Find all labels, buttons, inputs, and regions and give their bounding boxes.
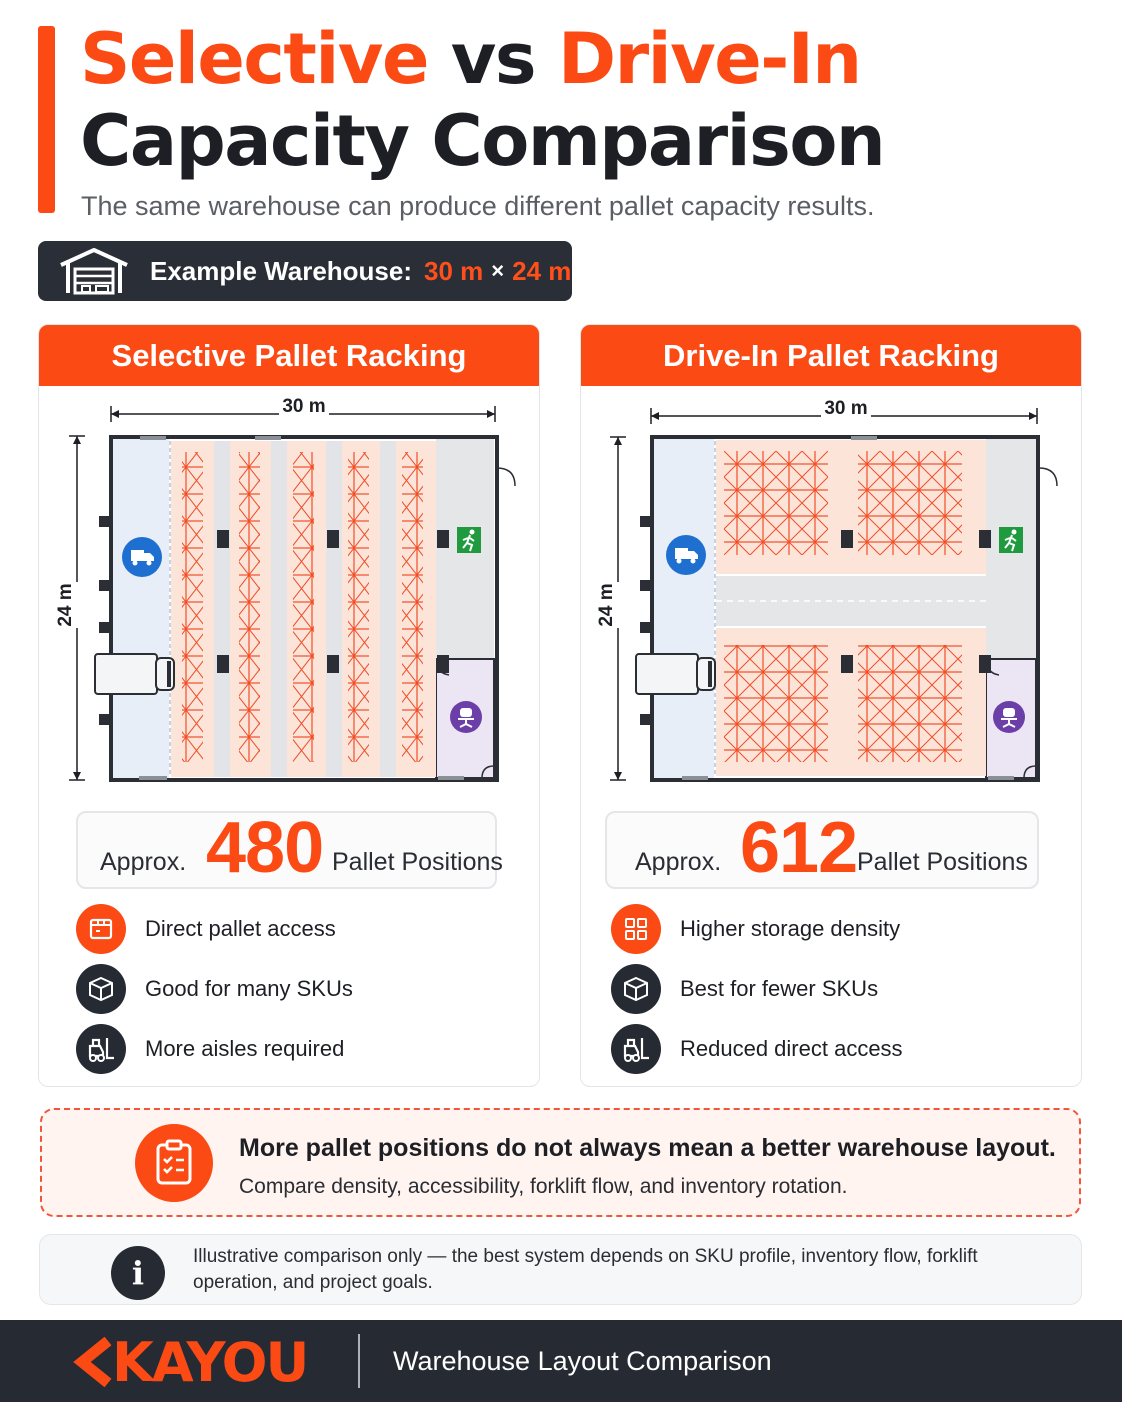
pallet-count-box — [605, 808, 1039, 889]
loading-truck-icon — [666, 535, 706, 575]
footer — [0, 1320, 1122, 1402]
selective-rack-rows — [171, 441, 436, 777]
pallet-count: 480 — [206, 808, 324, 888]
title-drive-in: Drive-In — [557, 18, 861, 100]
disclaimer-text: Illustrative comparison only — the best system depends on SKU profile, inventory flow, forklift operation, and project goals. — [193, 1246, 978, 1293]
feature-item — [611, 963, 878, 1015]
clipboard-checklist-icon — [135, 1124, 213, 1202]
feature-text: Reduced direct access — [680, 1036, 903, 1061]
disclaimer — [39, 1234, 1082, 1305]
card-title: Selective Pallet Racking — [39, 325, 539, 386]
feature-item — [76, 903, 336, 955]
feature-item — [611, 1023, 903, 1075]
depth-dimension — [53, 436, 85, 780]
width-label: 30 m — [282, 396, 326, 417]
width-dimension — [111, 396, 495, 422]
feature-text: Direct pallet access — [145, 916, 336, 941]
logo-text: KAYOU — [112, 1331, 308, 1394]
footer-tagline: Warehouse Layout Comparison — [393, 1346, 772, 1376]
title-accent-bar — [38, 26, 55, 213]
feature-item — [76, 1023, 344, 1075]
feature-text: Best for fewer SKUs — [680, 976, 879, 1001]
loading-truck-icon — [122, 537, 162, 577]
warehouse-depth: 24 m — [512, 255, 572, 286]
page-title — [80, 18, 884, 182]
chevron-left-icon — [70, 1337, 114, 1387]
feature-item — [611, 903, 900, 955]
page-subtitle: The same warehouse can produce different pallet capacity results. — [81, 191, 875, 221]
approx-label: Approx. — [100, 848, 187, 876]
warehouse-width: 30 m — [424, 255, 484, 286]
pallet-count-box — [76, 808, 503, 889]
truck-icon — [636, 654, 715, 694]
truck-icon — [95, 654, 174, 694]
selective-racking-card — [38, 324, 540, 1087]
depth-label: 24 m — [55, 583, 76, 627]
drive-in-racking-card — [580, 324, 1082, 1087]
package-icon — [76, 964, 126, 1014]
forklift-icon — [76, 1024, 126, 1074]
approx-label: Approx. — [635, 848, 722, 876]
info-icon: i — [111, 1246, 165, 1300]
drive-in-rack-blocks — [716, 440, 986, 776]
selective-floor-plan — [39, 386, 540, 796]
warehouse-label: Example Warehouse: — [150, 255, 413, 286]
warehouse-icon — [58, 247, 130, 295]
kayou-logo — [70, 1331, 307, 1394]
times-sign: × — [491, 258, 505, 283]
footer-separator — [358, 1334, 360, 1388]
depth-label: 24 m — [596, 583, 617, 627]
pallet-count: 612 — [740, 808, 858, 888]
title-line-2: Capacity Comparison — [80, 100, 885, 182]
note-heading: More pallet positions do not always mean a better warehouse layout. — [239, 1134, 1056, 1162]
drive-in-floor-plan — [581, 386, 1082, 796]
grid-storage-icon — [611, 904, 661, 954]
card-title: Drive-In Pallet Racking — [581, 325, 1081, 386]
example-warehouse-banner — [38, 241, 572, 301]
feature-text: Higher storage density — [680, 916, 901, 941]
feature-item — [76, 963, 353, 1015]
title-selective: Selective — [80, 18, 428, 100]
cube-icon — [611, 964, 661, 1014]
pallet-unit: Pallet Positions — [332, 848, 503, 876]
feature-text: More aisles required — [145, 1036, 345, 1061]
note-text: Compare density, accessibility, forklift flow, and inventory rotation. — [239, 1175, 848, 1198]
key-takeaway-note — [40, 1108, 1081, 1217]
feature-text: Good for many SKUs — [145, 976, 353, 1001]
width-dimension — [651, 398, 1037, 424]
depth-dimension — [594, 437, 626, 780]
width-label: 30 m — [824, 398, 868, 419]
pallet-unit: Pallet Positions — [857, 848, 1028, 876]
pallet-box-icon — [76, 904, 126, 954]
title-vs: vs — [450, 18, 536, 100]
forklift-icon — [611, 1024, 661, 1074]
